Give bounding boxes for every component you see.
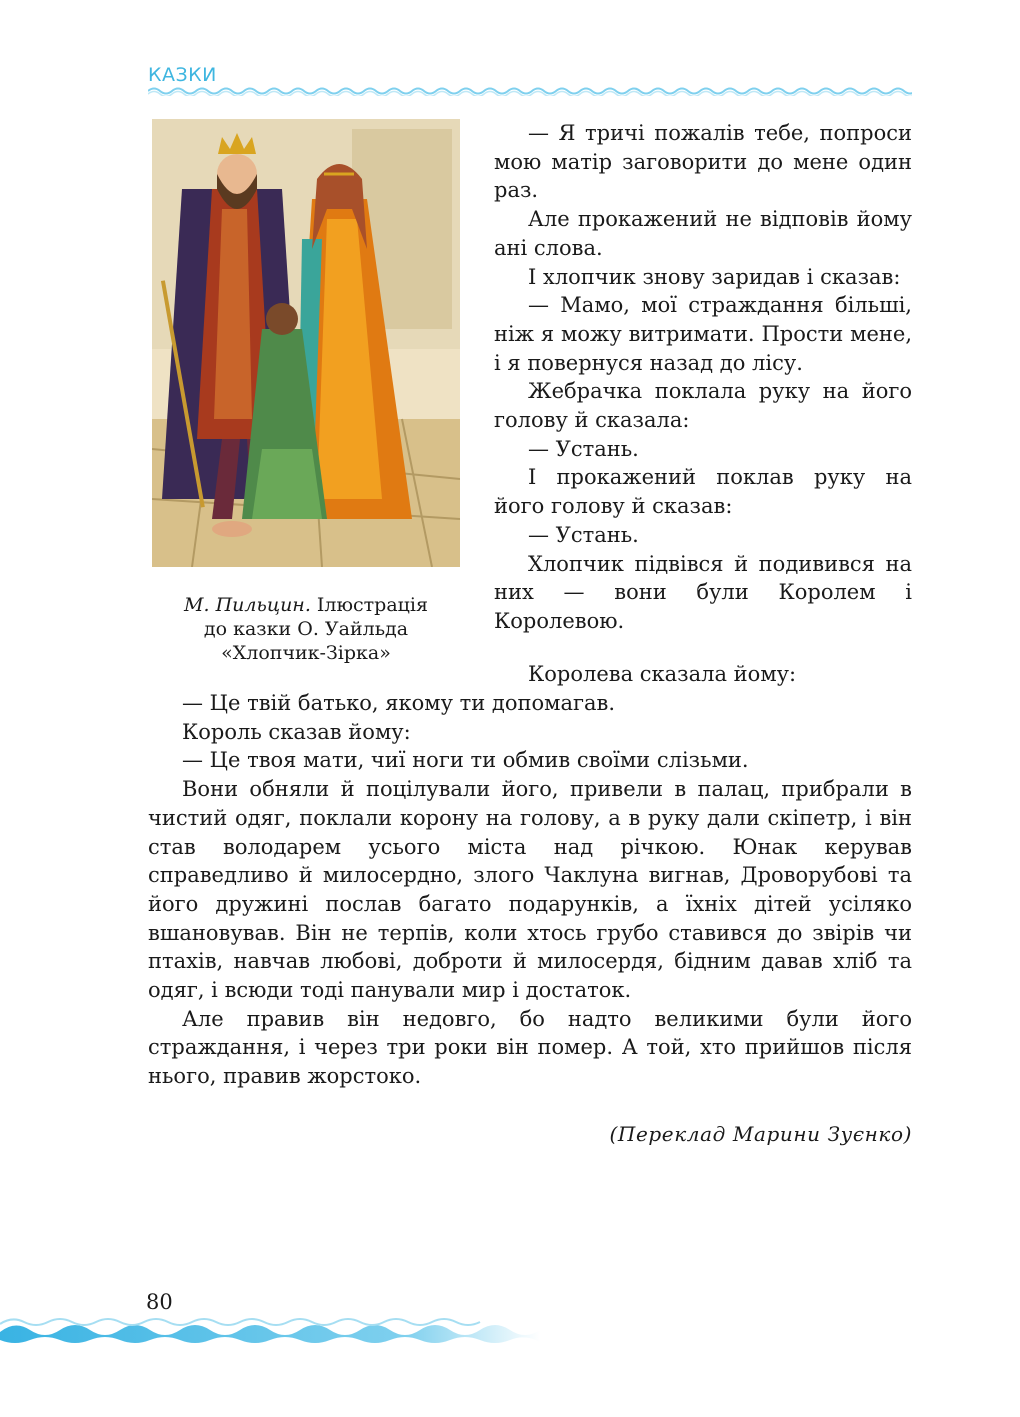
paragraph: Жебрачка поклала руку на його голову й сказала:	[494, 379, 912, 433]
paragraph: І хлопчик знову заридав і сказав:	[528, 264, 901, 289]
queen-line	[494, 660, 912, 689]
paragraph: — Це твоя мати, чиї ноги ти обмив своїми слізьми.	[182, 748, 749, 773]
illustration-image	[152, 119, 460, 567]
paragraph: Але правив він недовго, бо надто великими були його страждання, і через три роки він помер. А той, хто прийшов після нього, правив жорстоко.	[148, 1006, 912, 1089]
paragraph: — Устань.	[528, 436, 639, 461]
caption-rest: Ілюстрація	[310, 594, 428, 616]
caption-line-1	[152, 593, 460, 617]
paragraph: Вони обняли й поцілували його, привели в палац, прибрали в чистий одяг, поклали корону на голову, а в руку дали скіпетр, і він став володарем усього міста над річкою. Юнак керував справедливо й милосердно, злого Чаклуна вигнав, Дроворубові та його дружині послав багато подарунків, а їхніх дітей усіляко вшановував. Він не терпів, коли хтось грубо ставився до звірів чи птахів, навчав любові, доброти й милосердя, бідним давав хліб та одяг, і всюди тоді панували мир і достаток.	[148, 777, 912, 1003]
paragraph: Хлопчик підвівся й подивився на них — вони були Королем і Королевою.	[494, 551, 912, 633]
caption-line-3: «Хлопчик-Зірка»	[221, 642, 391, 664]
caption-author: М. Пильцин.	[184, 594, 311, 616]
page-number: 80	[146, 1290, 173, 1314]
right-column-text	[494, 119, 912, 636]
illustration-caption	[152, 593, 460, 665]
paragraph: Королева сказала йому:	[528, 662, 797, 686]
paragraph: — Устань.	[528, 522, 639, 547]
caption-line-2: до казки О. Уайльда	[203, 618, 409, 640]
footer-wave-decoration	[0, 1310, 540, 1350]
paragraph: І прокажений поклав руку на його голову й сказав:	[494, 465, 912, 519]
paragraph: — Мамо, мої страждання більші, ніж я можу витримати. Прости мене, і я повернуся назад до лісу.	[494, 293, 912, 375]
header-wave-divider	[148, 86, 912, 96]
section-label: КАЗКИ	[148, 64, 217, 86]
full-width-text	[148, 689, 912, 1091]
paragraph: Але прокажений не відповів йому ані слова.	[494, 207, 912, 260]
paragraph: — Це твій батько, якому ти допомагав.	[182, 691, 616, 715]
paragraph: Король сказав йому:	[182, 719, 411, 744]
paragraph: — Я тричі пожалів тебе, попроси мою матір заговорити до мене один раз.	[494, 121, 912, 203]
translator-note: (Переклад Марини Зуєнко)	[609, 1122, 912, 1146]
